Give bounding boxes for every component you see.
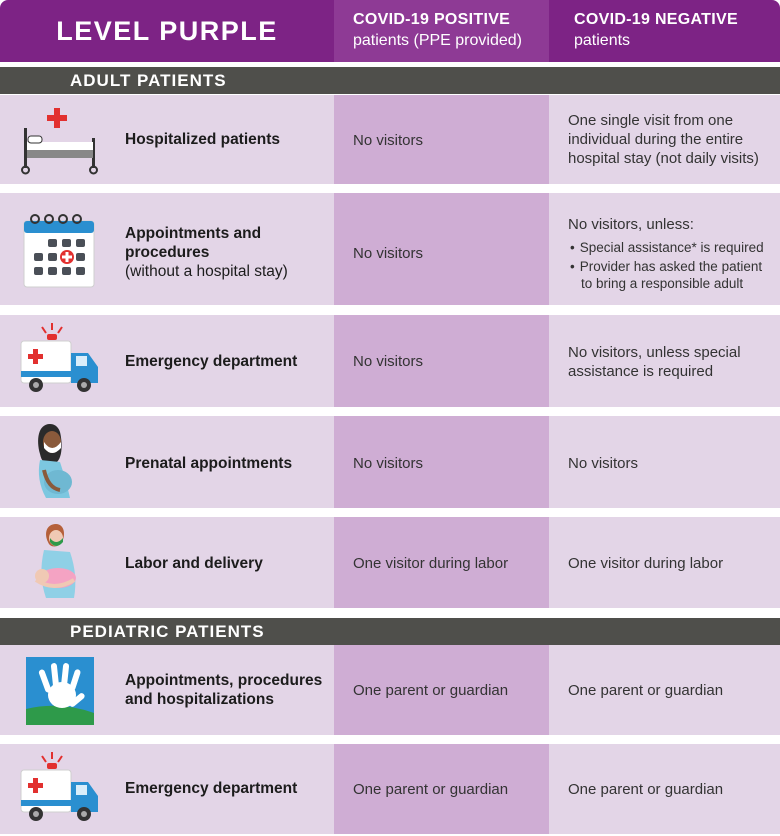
section-band-pediatric [0,618,780,645]
negative-cell: One single visit from one individual during the entire hospital stay (not daily visits) [568,112,759,167]
page-title: LEVEL PURPLE [56,15,278,46]
negative-cell: One parent or guardian [568,682,724,699]
ambulance-icon [16,750,104,830]
header-negative-column [574,9,774,51]
negative-cell-text: No visitors, unless: [568,216,694,233]
ambulance-icon [16,321,104,401]
negative-cell: One parent or guardian [568,781,724,798]
pregnant-woman-icon [16,420,104,500]
table-row [0,95,780,184]
calendar-icon [16,211,104,291]
header-positive-sub: patients (PPE provided) [353,32,522,49]
header-negative-sub: patients [574,32,631,49]
header-positive-column [353,9,543,51]
row-label-text: Appointments and procedures [125,225,262,261]
bullet-item: • Special assistance* is required [568,239,773,256]
table-row [0,517,780,608]
row-label [125,130,330,149]
hospital-bed-icon [16,100,104,180]
row-label [125,554,330,573]
table-row [0,315,780,407]
positive-cell: One parent or guardian [353,781,509,798]
table-row [0,645,780,735]
mother-baby-icon [16,520,104,600]
table-row [0,744,780,834]
positive-cell: No visitors [353,132,424,149]
negative-cell [568,215,773,294]
positive-cell: No visitors [353,245,424,262]
section-label-pediatric: PEDIATRIC PATIENTS [70,622,265,641]
negative-cell: No visitors, unless special assistance is required [568,344,741,380]
row-label-text: Hospitalized patients [125,131,281,148]
positive-cell: No visitors [353,455,424,472]
table-row [0,193,780,305]
hand-print-icon [16,651,104,731]
negative-cell: No visitors [568,455,639,472]
table-row [0,416,780,508]
negative-cell: One visitor during labor [568,555,724,572]
row-label [125,352,330,371]
section-band-adult [0,67,780,94]
row-label [125,779,330,798]
positive-cell: One visitor during labor [353,555,509,572]
row-label-text: Emergency department [125,780,298,797]
row-label-text: Labor and delivery [125,555,263,572]
row-label [125,671,330,709]
negative-bullets [568,239,773,292]
header-negative-title: COVID-19 NEGATIVE [574,11,738,28]
header-positive-title: COVID-19 POSITIVE [353,11,511,28]
section-label-adult: ADULT PATIENTS [70,71,227,90]
positive-cell: No visitors [353,353,424,370]
bullet-item: • Provider has asked the patient to bring a responsible adult [568,258,773,292]
row-label-text: Prenatal appointments [125,455,293,472]
row-label-text: Appointments, procedures and hospitalizations [125,672,323,708]
table-header [0,0,780,62]
row-label [125,224,330,281]
row-sublabel: (without a hospital stay) [125,263,288,280]
row-label [125,454,330,473]
positive-cell: One parent or guardian [353,682,509,699]
row-label-text: Emergency department [125,353,298,370]
